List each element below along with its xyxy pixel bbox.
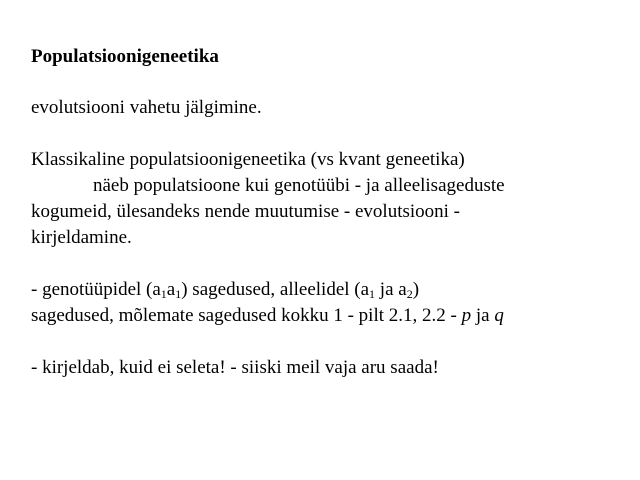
closing-line: - kirjeldab, kuid ei seleta! - siiski meil vaja aru saada! <box>31 357 439 378</box>
classical-line-2: näeb populatsioone kui genotüübi - ja alleelisageduste <box>93 175 505 196</box>
text-segment: ) sagedused, alleelidel (a <box>181 279 370 300</box>
frequency-line-1 <box>31 277 419 303</box>
variable-q: q <box>494 305 504 326</box>
frequency-line-2 <box>31 303 504 329</box>
subscript: 1 <box>369 287 376 301</box>
classical-line-1: Klassikaline populatsioonigeneetika (vs kvant geneetika) <box>31 149 465 170</box>
subscript: 1 <box>175 287 182 301</box>
text-segment: - genotüüpidel (a <box>31 279 161 300</box>
slide-title: Populatsioonigeneetika <box>31 46 219 67</box>
text-segment: ja <box>471 305 495 326</box>
text-segment: ja a <box>375 279 407 300</box>
text-segment: ) <box>412 279 420 300</box>
subscript: 1 <box>160 287 167 301</box>
variable-p: p <box>461 305 472 326</box>
classical-line-4: kirjeldamine. <box>31 227 132 248</box>
subscript: 2 <box>406 287 413 301</box>
classical-line-3: kogumeid, ülesandeks nende muutumise - evolutsiooni - <box>31 201 461 222</box>
text-segment: sagedused, mõlemate sagedused kokku 1 - pilt 2.1, 2.2 - <box>31 305 462 326</box>
intro-line: evolutsiooni vahetu jälgimine. <box>31 97 262 118</box>
text-segment: a <box>166 279 176 300</box>
